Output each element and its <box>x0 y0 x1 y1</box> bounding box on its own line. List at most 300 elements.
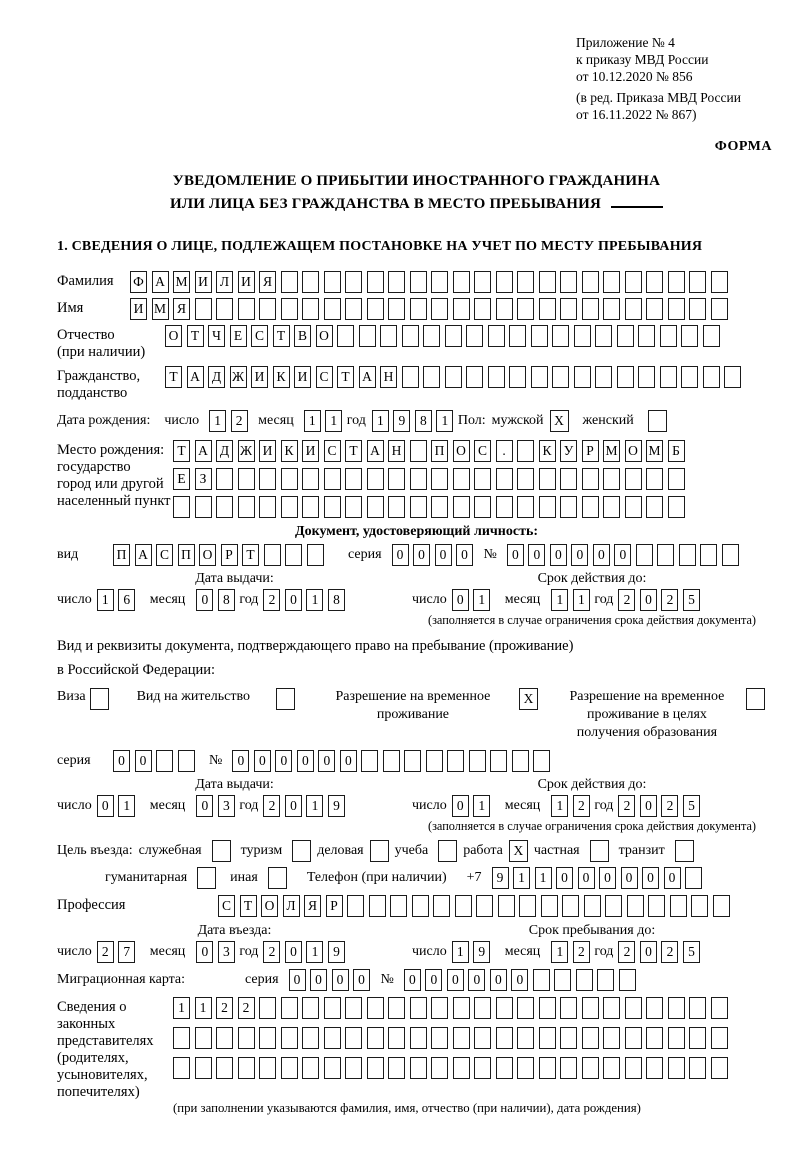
char-cell[interactable] <box>302 496 319 518</box>
char-cell[interactable] <box>345 997 362 1019</box>
char-cell[interactable]: 2 <box>231 410 248 432</box>
char-cell[interactable]: 1 <box>173 997 190 1019</box>
char-cell[interactable] <box>453 997 470 1019</box>
char-cell[interactable] <box>426 750 443 772</box>
char-cell[interactable] <box>582 298 599 320</box>
char-cell[interactable]: И <box>251 366 268 388</box>
char-cell[interactable] <box>367 298 384 320</box>
char-cell[interactable] <box>519 895 536 917</box>
char-cell[interactable] <box>703 366 720 388</box>
char-cell[interactable] <box>388 271 405 293</box>
char-cell[interactable] <box>453 496 470 518</box>
char-cell[interactable] <box>404 750 421 772</box>
char-cell[interactable]: Т <box>273 325 290 347</box>
char-cell[interactable]: С <box>251 325 268 347</box>
char-cell[interactable] <box>617 325 634 347</box>
char-cell[interactable]: 0 <box>550 544 567 566</box>
char-cell[interactable] <box>445 325 462 347</box>
char-cell[interactable]: 2 <box>238 997 255 1019</box>
char-cell[interactable] <box>388 496 405 518</box>
char-cell[interactable]: 0 <box>353 969 370 991</box>
char-cell[interactable] <box>597 969 614 991</box>
char-cell[interactable] <box>173 1027 190 1049</box>
char-cell[interactable]: Т <box>337 366 354 388</box>
char-cell[interactable] <box>453 468 470 490</box>
char-cell[interactable] <box>302 298 319 320</box>
purpose-business-checkbox[interactable] <box>370 840 389 862</box>
char-cell[interactable] <box>668 997 685 1019</box>
char-cell[interactable]: М <box>646 440 663 462</box>
char-cell[interactable] <box>453 1057 470 1079</box>
char-cell[interactable] <box>345 496 362 518</box>
char-cell[interactable]: Я <box>259 271 276 293</box>
char-cell[interactable] <box>488 325 505 347</box>
char-cell[interactable] <box>369 895 386 917</box>
char-cell[interactable]: 0 <box>289 969 306 991</box>
char-cell[interactable] <box>646 298 663 320</box>
char-cell[interactable] <box>562 895 579 917</box>
char-cell[interactable] <box>711 1057 728 1079</box>
char-cell[interactable] <box>689 1057 706 1079</box>
char-cell[interactable]: Б <box>668 440 685 462</box>
char-cell[interactable]: 1 <box>306 795 323 817</box>
char-cell[interactable]: 0 <box>413 544 430 566</box>
char-cell[interactable]: 8 <box>328 589 345 611</box>
char-cell[interactable] <box>517 271 534 293</box>
char-cell[interactable] <box>367 468 384 490</box>
char-cell[interactable] <box>711 997 728 1019</box>
char-cell[interactable]: Н <box>388 440 405 462</box>
char-cell[interactable]: 0 <box>456 544 473 566</box>
char-cell[interactable] <box>431 298 448 320</box>
char-cell[interactable] <box>689 271 706 293</box>
char-cell[interactable]: 0 <box>490 969 507 991</box>
char-cell[interactable] <box>496 1027 513 1049</box>
purpose-tourism-checkbox[interactable] <box>292 840 311 862</box>
char-cell[interactable] <box>539 496 556 518</box>
char-cell[interactable] <box>216 1057 233 1079</box>
char-cell[interactable]: И <box>302 440 319 462</box>
char-cell[interactable] <box>367 271 384 293</box>
char-cell[interactable]: 2 <box>97 941 114 963</box>
char-cell[interactable]: Т <box>173 440 190 462</box>
char-cell[interactable] <box>711 1027 728 1049</box>
char-cell[interactable] <box>533 969 550 991</box>
char-cell[interactable]: А <box>152 271 169 293</box>
char-cell[interactable] <box>496 1057 513 1079</box>
purpose-work-checkbox[interactable]: X <box>509 840 528 862</box>
char-cell[interactable] <box>361 750 378 772</box>
char-cell[interactable]: 3 <box>218 795 235 817</box>
char-cell[interactable]: 0 <box>425 969 442 991</box>
char-cell[interactable] <box>582 271 599 293</box>
char-cell[interactable] <box>216 298 233 320</box>
char-cell[interactable] <box>390 895 407 917</box>
char-cell[interactable] <box>410 468 427 490</box>
char-cell[interactable] <box>238 1027 255 1049</box>
char-cell[interactable] <box>560 1057 577 1079</box>
char-cell[interactable] <box>668 1057 685 1079</box>
char-cell[interactable] <box>476 895 493 917</box>
char-cell[interactable] <box>367 1027 384 1049</box>
char-cell[interactable] <box>383 750 400 772</box>
char-cell[interactable]: 0 <box>578 867 595 889</box>
char-cell[interactable]: Е <box>173 468 190 490</box>
char-cell[interactable]: 0 <box>640 589 657 611</box>
char-cell[interactable]: 5 <box>683 795 700 817</box>
char-cell[interactable] <box>195 1027 212 1049</box>
char-cell[interactable] <box>423 325 440 347</box>
char-cell[interactable]: И <box>130 298 147 320</box>
char-cell[interactable]: 0 <box>332 969 349 991</box>
char-cell[interactable] <box>173 496 190 518</box>
char-cell[interactable] <box>582 1057 599 1079</box>
char-cell[interactable]: 0 <box>196 589 213 611</box>
char-cell[interactable] <box>496 298 513 320</box>
char-cell[interactable]: И <box>294 366 311 388</box>
char-cell[interactable] <box>668 468 685 490</box>
char-cell[interactable]: 9 <box>328 941 345 963</box>
char-cell[interactable] <box>281 1027 298 1049</box>
char-cell[interactable] <box>603 298 620 320</box>
char-cell[interactable]: 0 <box>447 969 464 991</box>
char-cell[interactable] <box>681 366 698 388</box>
char-cell[interactable] <box>574 366 591 388</box>
char-cell[interactable]: О <box>261 895 278 917</box>
char-cell[interactable] <box>646 468 663 490</box>
char-cell[interactable]: Ф <box>130 271 147 293</box>
char-cell[interactable] <box>574 325 591 347</box>
char-cell[interactable]: 1 <box>195 997 212 1019</box>
char-cell[interactable] <box>410 298 427 320</box>
char-cell[interactable] <box>490 750 507 772</box>
char-cell[interactable]: 1 <box>306 589 323 611</box>
char-cell[interactable] <box>603 468 620 490</box>
char-cell[interactable] <box>259 496 276 518</box>
char-cell[interactable]: Т <box>345 440 362 462</box>
char-cell[interactable] <box>195 298 212 320</box>
char-cell[interactable] <box>498 895 515 917</box>
char-cell[interactable] <box>552 366 569 388</box>
char-cell[interactable] <box>216 1027 233 1049</box>
char-cell[interactable]: 0 <box>297 750 314 772</box>
char-cell[interactable] <box>625 496 642 518</box>
gender-male-checkbox[interactable]: X <box>550 410 569 432</box>
char-cell[interactable]: 0 <box>452 795 469 817</box>
char-cell[interactable] <box>433 895 450 917</box>
char-cell[interactable]: 1 <box>513 867 530 889</box>
char-cell[interactable]: Т <box>165 366 182 388</box>
char-cell[interactable] <box>595 325 612 347</box>
char-cell[interactable]: С <box>316 366 333 388</box>
char-cell[interactable]: 0 <box>135 750 152 772</box>
char-cell[interactable]: 0 <box>318 750 335 772</box>
char-cell[interactable] <box>345 271 362 293</box>
char-cell[interactable]: 0 <box>275 750 292 772</box>
temp-residence-education-checkbox[interactable] <box>746 688 765 710</box>
char-cell[interactable] <box>281 997 298 1019</box>
char-cell[interactable]: А <box>367 440 384 462</box>
char-cell[interactable] <box>474 468 491 490</box>
char-cell[interactable] <box>539 271 556 293</box>
char-cell[interactable]: 0 <box>556 867 573 889</box>
char-cell[interactable]: Н <box>380 366 397 388</box>
char-cell[interactable]: Е <box>230 325 247 347</box>
char-cell[interactable]: 0 <box>640 795 657 817</box>
char-cell[interactable] <box>722 544 739 566</box>
char-cell[interactable] <box>517 468 534 490</box>
visa-checkbox[interactable] <box>90 688 109 710</box>
char-cell[interactable] <box>453 1027 470 1049</box>
char-cell[interactable]: К <box>273 366 290 388</box>
char-cell[interactable]: 9 <box>473 941 490 963</box>
char-cell[interactable] <box>560 271 577 293</box>
char-cell[interactable]: 0 <box>593 544 610 566</box>
char-cell[interactable]: Р <box>221 544 238 566</box>
char-cell[interactable] <box>512 750 529 772</box>
char-cell[interactable]: 0 <box>640 941 657 963</box>
char-cell[interactable]: Л <box>283 895 300 917</box>
char-cell[interactable] <box>517 1057 534 1079</box>
purpose-study-checkbox[interactable] <box>438 840 457 862</box>
char-cell[interactable] <box>388 997 405 1019</box>
char-cell[interactable] <box>264 544 281 566</box>
char-cell[interactable]: 1 <box>304 410 321 432</box>
char-cell[interactable] <box>285 544 302 566</box>
char-cell[interactable]: 0 <box>621 867 638 889</box>
char-cell[interactable] <box>539 1057 556 1079</box>
char-cell[interactable] <box>474 298 491 320</box>
char-cell[interactable] <box>646 496 663 518</box>
char-cell[interactable] <box>345 1057 362 1079</box>
char-cell[interactable] <box>410 1057 427 1079</box>
char-cell[interactable] <box>474 997 491 1019</box>
char-cell[interactable] <box>410 496 427 518</box>
char-cell[interactable] <box>324 997 341 1019</box>
char-cell[interactable]: 1 <box>473 795 490 817</box>
char-cell[interactable] <box>238 1057 255 1079</box>
char-cell[interactable] <box>195 1057 212 1079</box>
char-cell[interactable] <box>552 325 569 347</box>
char-cell[interactable]: Л <box>216 271 233 293</box>
char-cell[interactable] <box>691 895 708 917</box>
char-cell[interactable]: 1 <box>452 941 469 963</box>
char-cell[interactable] <box>359 325 376 347</box>
char-cell[interactable]: 0 <box>511 969 528 991</box>
char-cell[interactable] <box>496 997 513 1019</box>
char-cell[interactable] <box>625 468 642 490</box>
char-cell[interactable] <box>560 997 577 1019</box>
char-cell[interactable] <box>307 544 324 566</box>
char-cell[interactable]: М <box>173 271 190 293</box>
char-cell[interactable] <box>724 366 741 388</box>
char-cell[interactable] <box>619 969 636 991</box>
char-cell[interactable] <box>603 271 620 293</box>
char-cell[interactable]: Т <box>187 325 204 347</box>
char-cell[interactable] <box>173 1057 190 1079</box>
char-cell[interactable] <box>646 1027 663 1049</box>
char-cell[interactable]: К <box>539 440 556 462</box>
char-cell[interactable] <box>466 325 483 347</box>
char-cell[interactable] <box>367 496 384 518</box>
char-cell[interactable] <box>625 298 642 320</box>
char-cell[interactable] <box>657 544 674 566</box>
char-cell[interactable] <box>560 496 577 518</box>
char-cell[interactable] <box>431 997 448 1019</box>
char-cell[interactable] <box>648 895 665 917</box>
char-cell[interactable] <box>302 1057 319 1079</box>
char-cell[interactable]: 2 <box>573 795 590 817</box>
char-cell[interactable]: 2 <box>661 795 678 817</box>
char-cell[interactable]: . <box>496 440 513 462</box>
char-cell[interactable]: 8 <box>415 410 432 432</box>
char-cell[interactable] <box>302 271 319 293</box>
char-cell[interactable]: Т <box>242 544 259 566</box>
char-cell[interactable] <box>603 1057 620 1079</box>
char-cell[interactable] <box>238 468 255 490</box>
char-cell[interactable] <box>679 544 696 566</box>
char-cell[interactable] <box>517 298 534 320</box>
char-cell[interactable] <box>681 325 698 347</box>
char-cell[interactable]: 2 <box>618 589 635 611</box>
char-cell[interactable] <box>474 271 491 293</box>
char-cell[interactable] <box>668 1027 685 1049</box>
char-cell[interactable]: А <box>187 366 204 388</box>
char-cell[interactable] <box>625 1057 642 1079</box>
purpose-transit-checkbox[interactable] <box>675 840 694 862</box>
char-cell[interactable]: 2 <box>263 589 280 611</box>
char-cell[interactable] <box>259 1027 276 1049</box>
char-cell[interactable] <box>412 895 429 917</box>
char-cell[interactable]: 0 <box>664 867 681 889</box>
char-cell[interactable] <box>431 1057 448 1079</box>
char-cell[interactable]: 0 <box>642 867 659 889</box>
char-cell[interactable] <box>324 496 341 518</box>
char-cell[interactable] <box>388 298 405 320</box>
char-cell[interactable] <box>324 1057 341 1079</box>
char-cell[interactable] <box>238 298 255 320</box>
char-cell[interactable]: 3 <box>218 941 235 963</box>
char-cell[interactable] <box>216 496 233 518</box>
char-cell[interactable] <box>711 298 728 320</box>
char-cell[interactable] <box>488 366 505 388</box>
char-cell[interactable]: 5 <box>683 941 700 963</box>
char-cell[interactable]: Д <box>208 366 225 388</box>
char-cell[interactable] <box>447 750 464 772</box>
char-cell[interactable] <box>474 496 491 518</box>
char-cell[interactable]: 1 <box>325 410 342 432</box>
char-cell[interactable]: Р <box>582 440 599 462</box>
char-cell[interactable]: Ж <box>230 366 247 388</box>
char-cell[interactable]: 2 <box>618 941 635 963</box>
char-cell[interactable]: 1 <box>551 941 568 963</box>
char-cell[interactable] <box>560 468 577 490</box>
char-cell[interactable] <box>496 271 513 293</box>
char-cell[interactable]: 6 <box>118 589 135 611</box>
char-cell[interactable]: И <box>259 440 276 462</box>
char-cell[interactable]: Т <box>240 895 257 917</box>
char-cell[interactable] <box>347 895 364 917</box>
char-cell[interactable]: О <box>165 325 182 347</box>
char-cell[interactable]: 1 <box>209 410 226 432</box>
char-cell[interactable] <box>410 997 427 1019</box>
char-cell[interactable] <box>668 271 685 293</box>
char-cell[interactable]: И <box>238 271 255 293</box>
char-cell[interactable]: 1 <box>551 589 568 611</box>
char-cell[interactable]: Я <box>173 298 190 320</box>
char-cell[interactable] <box>388 1027 405 1049</box>
char-cell[interactable] <box>380 325 397 347</box>
char-cell[interactable] <box>638 366 655 388</box>
residence-permit-checkbox[interactable] <box>276 688 295 710</box>
char-cell[interactable] <box>541 895 558 917</box>
char-cell[interactable]: 0 <box>285 795 302 817</box>
char-cell[interactable]: М <box>152 298 169 320</box>
char-cell[interactable] <box>259 468 276 490</box>
char-cell[interactable] <box>345 1027 362 1049</box>
char-cell[interactable]: 0 <box>285 589 302 611</box>
char-cell[interactable] <box>402 366 419 388</box>
char-cell[interactable] <box>603 997 620 1019</box>
char-cell[interactable] <box>474 1057 491 1079</box>
char-cell[interactable]: Ж <box>238 440 255 462</box>
char-cell[interactable]: 2 <box>216 997 233 1019</box>
char-cell[interactable]: 1 <box>535 867 552 889</box>
char-cell[interactable]: 7 <box>118 941 135 963</box>
char-cell[interactable] <box>445 366 462 388</box>
char-cell[interactable]: А <box>359 366 376 388</box>
char-cell[interactable] <box>281 468 298 490</box>
char-cell[interactable]: 1 <box>473 589 490 611</box>
char-cell[interactable] <box>302 1027 319 1049</box>
char-cell[interactable]: А <box>135 544 152 566</box>
char-cell[interactable]: С <box>324 440 341 462</box>
char-cell[interactable] <box>259 1057 276 1079</box>
char-cell[interactable]: О <box>625 440 642 462</box>
char-cell[interactable]: 0 <box>392 544 409 566</box>
char-cell[interactable] <box>625 271 642 293</box>
char-cell[interactable] <box>582 997 599 1019</box>
char-cell[interactable] <box>560 1027 577 1049</box>
char-cell[interactable]: И <box>195 271 212 293</box>
char-cell[interactable]: 0 <box>196 795 213 817</box>
char-cell[interactable] <box>517 1027 534 1049</box>
char-cell[interactable] <box>324 1027 341 1049</box>
char-cell[interactable]: 0 <box>113 750 130 772</box>
char-cell[interactable]: К <box>281 440 298 462</box>
char-cell[interactable] <box>636 544 653 566</box>
char-cell[interactable] <box>582 1027 599 1049</box>
char-cell[interactable]: Р <box>326 895 343 917</box>
char-cell[interactable]: 2 <box>661 941 678 963</box>
char-cell[interactable]: 1 <box>436 410 453 432</box>
char-cell[interactable] <box>431 271 448 293</box>
char-cell[interactable] <box>517 496 534 518</box>
char-cell[interactable]: 2 <box>263 795 280 817</box>
char-cell[interactable] <box>195 496 212 518</box>
char-cell[interactable] <box>302 468 319 490</box>
char-cell[interactable]: 0 <box>310 969 327 991</box>
purpose-humanitarian-checkbox[interactable] <box>197 867 216 889</box>
char-cell[interactable]: 9 <box>393 410 410 432</box>
char-cell[interactable] <box>367 997 384 1019</box>
char-cell[interactable] <box>670 895 687 917</box>
char-cell[interactable] <box>625 997 642 1019</box>
char-cell[interactable]: О <box>316 325 333 347</box>
char-cell[interactable] <box>646 1057 663 1079</box>
char-cell[interactable]: 9 <box>492 867 509 889</box>
char-cell[interactable]: 2 <box>573 941 590 963</box>
